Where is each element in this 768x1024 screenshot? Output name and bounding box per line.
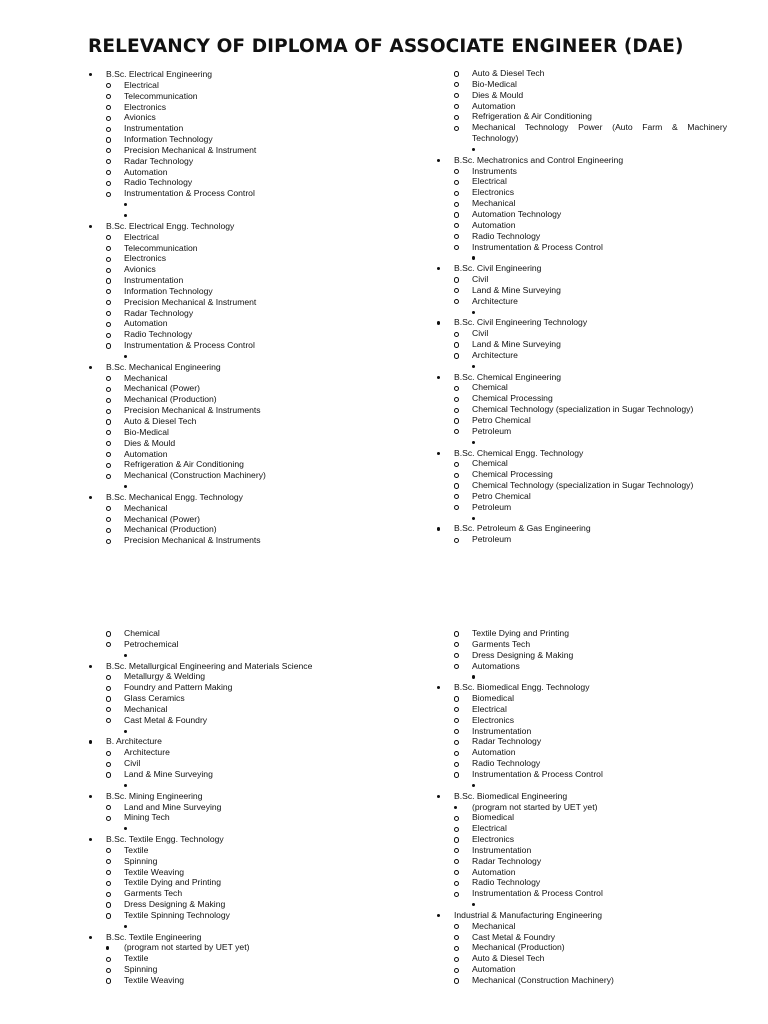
list-item-text: Automation Technology xyxy=(472,208,562,219)
list-item-text: Spinning xyxy=(124,855,158,866)
bullet-dot-icon xyxy=(89,838,92,841)
list-item-text: Mechanical (Construction Machinery) xyxy=(472,975,614,985)
bullet-dot-icon xyxy=(89,366,92,369)
bullet-circle-icon xyxy=(454,762,459,767)
bullet-circle-icon xyxy=(106,631,111,636)
program-title-text: B.Sc. Mining Engineering xyxy=(106,790,203,801)
bullet-circle-icon xyxy=(106,881,111,886)
bullet-circle-icon xyxy=(106,978,111,983)
bullet-circle-icon xyxy=(106,913,111,918)
bullet-dot-icon xyxy=(472,441,475,444)
bullet-circle-icon xyxy=(454,816,459,821)
bullet-dot-icon xyxy=(437,914,440,917)
bullet-circle-icon xyxy=(106,430,111,435)
list-item-text: Instrumentation & Process Control xyxy=(124,340,255,351)
bullet-dot-icon xyxy=(89,73,92,76)
bullet-circle-icon xyxy=(454,664,459,669)
bullet-circle-icon xyxy=(106,675,111,680)
bullet-dot-icon xyxy=(472,256,475,259)
bullet-circle-icon xyxy=(454,429,459,434)
bullet-circle-icon xyxy=(454,848,459,853)
page-title: RELEVANCY OF DIPLOMA OF ASSOCIATE ENGINEER (DAE) xyxy=(88,36,684,57)
bullet-circle-icon xyxy=(454,729,459,734)
bullet-circle-icon xyxy=(106,517,111,522)
list-item-text: Textile Weaving xyxy=(124,975,185,985)
list-item-text: Refrigeration & Air Conditioning xyxy=(472,111,592,122)
list-item-text: Architecture xyxy=(472,295,518,306)
list-item-text: Civil xyxy=(124,758,141,769)
bullet-circle-icon xyxy=(106,116,111,121)
list-item-text: Radio Technology xyxy=(124,177,193,188)
bullet-circle-icon xyxy=(454,277,459,282)
bullet-dot-icon xyxy=(89,496,92,499)
program-title-text: B.Sc. Electrical Engineering xyxy=(106,69,213,79)
bullet-circle-icon xyxy=(106,409,111,414)
list-item-text: Radio Technology xyxy=(472,758,541,769)
list-item-text: Instrumentation & Process Control xyxy=(472,241,603,252)
bullet-dot-icon xyxy=(124,784,127,787)
bullet-circle-icon xyxy=(454,859,459,864)
list-item-text: Petroleum xyxy=(472,534,512,545)
bullet-circle-icon xyxy=(106,376,111,381)
bullet-circle-icon xyxy=(106,506,111,511)
bullet-dot-icon xyxy=(124,925,127,928)
bullet-circle-icon xyxy=(454,473,459,478)
bullet-circle-icon xyxy=(106,94,111,99)
bullet-circle-icon xyxy=(106,772,111,777)
bullet-circle-icon xyxy=(454,202,459,207)
bullet-dot-icon xyxy=(106,946,109,949)
list-item-text: Architecture xyxy=(124,747,170,758)
list-item-text: Instrumentation xyxy=(124,275,184,286)
list-item-text: Automation xyxy=(472,100,516,111)
program-title-text: B.Sc. Textile Engg. Technology xyxy=(106,834,224,845)
list-item-text: Bio-Medical xyxy=(472,78,517,89)
bullet-circle-icon xyxy=(106,322,111,327)
program-title-text: B.Sc. Textile Engineering xyxy=(106,931,202,942)
bullet-dot-icon xyxy=(124,730,127,733)
program-title-text: B.Sc. Mechanical Engg. Technology xyxy=(106,491,243,502)
bullet-circle-icon xyxy=(454,418,459,423)
bullet-dot-icon xyxy=(89,936,92,939)
bullet-circle-icon xyxy=(454,299,459,304)
list-item-text: Cast Metal & Foundry xyxy=(472,931,556,942)
list-item-text: Textile Dying and Printing xyxy=(472,628,569,638)
list-item-text: Radar Technology xyxy=(124,155,194,166)
list-item-text: Petro Chemical xyxy=(472,490,531,501)
bullet-circle-icon xyxy=(106,311,111,316)
bullet-circle-icon xyxy=(106,289,111,294)
list-item-text: Metallurgy & Welding xyxy=(124,671,206,682)
bullet-circle-icon xyxy=(454,115,459,120)
bullet-circle-icon xyxy=(106,278,111,283)
list-item-text: Garments Tech xyxy=(472,638,531,649)
bullet-circle-icon xyxy=(454,924,459,929)
list-item-text: Automation xyxy=(124,318,168,329)
list-item-text: Textile Dying and Printing xyxy=(124,877,221,888)
list-item-text: Petroleum xyxy=(472,501,512,512)
bullet-circle-icon xyxy=(454,837,459,842)
bullet-circle-icon xyxy=(106,870,111,875)
list-item-text: Electronics xyxy=(124,253,167,264)
bullet-circle-icon xyxy=(454,169,459,174)
bullet-circle-icon xyxy=(106,902,111,907)
bullet-circle-icon xyxy=(106,257,111,262)
list-item-text: Electronics xyxy=(124,101,167,112)
bullet-dot-icon xyxy=(472,675,475,678)
list-item-text: Instrumentation xyxy=(124,123,184,134)
list-item-text: Telecommunication xyxy=(124,90,198,101)
list-item-text: Civil xyxy=(472,328,489,339)
list-item-text: Mechanical xyxy=(124,502,168,513)
program-note-text: (program not started by UET yet) xyxy=(124,942,250,953)
bullet-circle-icon xyxy=(106,83,111,88)
list-item-text: Radar Technology xyxy=(124,307,194,318)
bullet-circle-icon xyxy=(454,191,459,196)
bullet-circle-icon xyxy=(106,968,111,973)
bullet-circle-icon xyxy=(106,642,111,647)
list-item-text: Biomedical xyxy=(472,812,515,823)
list-item-text: Precision Mechanical & Instrument xyxy=(124,144,257,155)
list-item-text: Mechanical xyxy=(472,198,516,209)
bullet-circle-icon xyxy=(106,463,111,468)
bullet-circle-icon xyxy=(106,848,111,853)
bullet-circle-icon xyxy=(106,137,111,142)
program-title-text: B.Sc. Mechanical Engineering xyxy=(106,361,221,372)
bullet-circle-icon xyxy=(454,332,459,337)
bullet-circle-icon xyxy=(106,246,111,251)
program-title-text: Industrial & Manufacturing Engineering xyxy=(454,909,603,920)
list-item-text: Textile Weaving xyxy=(124,866,185,877)
bullet-dot-icon xyxy=(89,225,92,228)
list-item-text: Refrigeration & Air Conditioning xyxy=(124,459,244,470)
list-item-text: Mechanical (Production) xyxy=(472,942,565,953)
bullet-circle-icon xyxy=(454,408,459,413)
bullet-dot-icon xyxy=(472,148,475,151)
program-title-text: B.Sc. Chemical Engg. Technology xyxy=(454,447,584,458)
bullet-circle-icon xyxy=(106,419,111,424)
bullet-circle-icon xyxy=(454,653,459,658)
bullet-dot-icon xyxy=(124,214,127,217)
list-item-text: Mechanical (Production) xyxy=(124,524,217,535)
bullet-circle-icon xyxy=(454,870,459,875)
list-item-text: Auto & Diesel Tech xyxy=(124,416,197,426)
program-title-text: B.Sc. Mechatronics and Control Engineering xyxy=(454,154,624,165)
bullet-dot-icon xyxy=(437,686,440,689)
bullet-dot-icon xyxy=(454,806,457,809)
program-title-text: B.Sc. Petroleum & Gas Engineering xyxy=(454,523,591,534)
list-item-text: Radar Technology xyxy=(472,736,542,747)
list-item-text: Avionics xyxy=(124,264,156,275)
bullet-circle-icon xyxy=(106,387,111,392)
list-item-text: Electronics xyxy=(472,187,515,198)
bullet-circle-icon xyxy=(454,245,459,250)
list-item-text: Avionics xyxy=(124,112,156,123)
bullet-circle-icon xyxy=(106,441,111,446)
bullet-circle-icon xyxy=(454,968,459,973)
list-item-text: Automation xyxy=(472,964,516,975)
list-item-text: Automation xyxy=(472,866,516,877)
list-item-text: Telecommunication xyxy=(124,242,198,253)
list-item-text: Petroleum xyxy=(472,425,512,436)
bullet-dot-icon xyxy=(124,654,127,657)
list-item-text: Dies & Mould xyxy=(124,437,176,448)
bullet-circle-icon xyxy=(106,170,111,175)
bullet-circle-icon xyxy=(454,631,459,636)
bullet-circle-icon xyxy=(454,71,459,76)
list-item-text: Mining Tech xyxy=(124,812,170,823)
list-item-text: Cast Metal & Foundry xyxy=(124,714,208,725)
bullet-circle-icon xyxy=(106,181,111,186)
bullet-circle-icon xyxy=(454,234,459,239)
bullet-circle-icon xyxy=(454,538,459,543)
bullet-circle-icon xyxy=(454,212,459,217)
list-item-text: Dress Designing & Making xyxy=(124,899,226,910)
list-item-text: Auto & Diesel Tech xyxy=(472,953,545,964)
list-item-text: Civil xyxy=(472,274,489,285)
program-title-text: B.Sc. Metallurgical Engineering and Materials Science xyxy=(106,660,313,671)
bullet-dot-icon xyxy=(124,485,127,488)
bullet-circle-icon xyxy=(454,696,459,701)
bullet-circle-icon xyxy=(106,816,111,821)
program-title-text: B.Sc. Biomedical Engineering xyxy=(454,790,568,801)
bullet-dot-icon xyxy=(437,376,440,379)
bullet-circle-icon xyxy=(106,686,111,691)
list-item-text: Chemical Processing xyxy=(472,393,553,404)
list-item-text: Electronics xyxy=(472,714,515,725)
list-item-text: Chemical xyxy=(472,382,508,393)
bullet-circle-icon xyxy=(106,539,111,544)
program-title-text: B.Sc. Chemical Engineering xyxy=(454,371,561,382)
list-item-text: Glass Ceramics xyxy=(124,693,185,704)
bullet-circle-icon xyxy=(106,268,111,273)
bullet-dot-icon xyxy=(124,203,127,206)
bullet-circle-icon xyxy=(454,881,459,886)
list-item-text: Textile xyxy=(124,953,149,964)
bullet-circle-icon xyxy=(454,946,459,951)
bullet-circle-icon xyxy=(454,494,459,499)
list-item-text: Electrical xyxy=(124,79,159,90)
list-item-text: Dress Designing & Making xyxy=(472,649,574,660)
bullet-circle-icon xyxy=(106,718,111,723)
bullet-circle-icon xyxy=(106,957,111,962)
bullet-circle-icon xyxy=(106,300,111,305)
bullet-circle-icon xyxy=(454,978,459,983)
bullet-circle-icon xyxy=(106,707,111,712)
list-item-text: Chemical xyxy=(124,628,160,638)
bullet-circle-icon xyxy=(106,892,111,897)
list-item-text: Auto & Diesel Tech xyxy=(472,68,545,78)
bullet-circle-icon xyxy=(106,474,111,479)
bullet-circle-icon xyxy=(454,772,459,777)
list-item-text: Land & Mine Surveying xyxy=(472,339,561,350)
program-title-text: B.Sc. Civil Engineering xyxy=(454,263,542,274)
program-note-text: (program not started by UET yet) xyxy=(472,801,598,812)
list-item-text: Precision Mechanical & Instruments xyxy=(124,535,261,546)
bullet-dot-icon xyxy=(124,827,127,830)
bullet-circle-icon xyxy=(454,223,459,228)
list-item-text: Dies & Mould xyxy=(472,89,524,100)
list-item-text: Instruments xyxy=(472,165,517,176)
bullet-dot-icon xyxy=(472,903,475,906)
bullet-circle-icon xyxy=(106,528,111,533)
bullet-circle-icon xyxy=(106,148,111,153)
list-item-text: Mechanical (Production) xyxy=(124,394,217,405)
list-item-text: Electrical xyxy=(472,823,507,834)
list-item-text: Precision Mechanical & Instruments xyxy=(124,405,261,416)
list-item-text: Automation xyxy=(472,219,516,230)
bullet-circle-icon xyxy=(454,740,459,745)
list-item-text: Garments Tech xyxy=(124,888,183,899)
bullet-circle-icon xyxy=(454,342,459,347)
bullet-dot-icon xyxy=(437,795,440,798)
bullet-circle-icon xyxy=(106,398,111,403)
list-item-text: Petrochemical xyxy=(124,638,179,649)
list-item-text: Chemical xyxy=(472,458,508,469)
list-item-text: Instrumentation xyxy=(472,725,532,736)
bullet-circle-icon xyxy=(454,386,459,391)
bullet-circle-icon xyxy=(106,859,111,864)
list-item-text: Petro Chemical xyxy=(472,415,531,425)
bullet-circle-icon xyxy=(106,105,111,110)
bullet-dot-icon xyxy=(437,527,440,530)
list-item-text: Textile xyxy=(124,844,149,855)
list-item-text: Automations xyxy=(472,660,520,671)
list-item-text: Mechanical xyxy=(472,920,516,931)
bullet-dot-icon xyxy=(89,665,92,668)
bullet-circle-icon xyxy=(454,642,459,647)
bullet-dot-icon xyxy=(437,159,440,162)
bullet-dot-icon xyxy=(472,311,475,314)
bullet-circle-icon xyxy=(106,343,111,348)
bullet-dot-icon xyxy=(89,795,92,798)
list-item-text: Spinning xyxy=(124,964,158,975)
bullet-circle-icon xyxy=(106,696,111,701)
bullet-circle-icon xyxy=(106,127,111,132)
bullet-circle-icon xyxy=(106,751,111,756)
program-title-text: B.Sc. Biomedical Engg. Technology xyxy=(454,682,590,693)
list-item-text: Land & Mine Surveying xyxy=(472,284,561,295)
program-title-text: B.Sc. Civil Engineering Technology xyxy=(454,317,588,328)
bullet-circle-icon xyxy=(454,751,459,756)
bullet-circle-icon xyxy=(106,452,111,457)
bullet-dot-icon xyxy=(472,517,475,520)
bullet-circle-icon xyxy=(106,333,111,338)
bullet-circle-icon xyxy=(106,805,111,810)
list-item-text: Information Technology xyxy=(124,285,213,296)
list-item-text: Mechanical Technology Power (Auto Farm & Machinery Technology) xyxy=(472,122,727,144)
list-item-text: Mechanical (Power) xyxy=(124,383,200,394)
bullet-circle-icon xyxy=(454,483,459,488)
list-item-text: Instrumentation & Process Control xyxy=(124,188,255,199)
list-item-text: Mechanical xyxy=(124,703,168,714)
bullet-circle-icon xyxy=(454,180,459,185)
bullet-circle-icon xyxy=(454,892,459,897)
bullet-dot-icon xyxy=(437,267,440,270)
bullet-circle-icon xyxy=(454,93,459,98)
bullet-circle-icon xyxy=(106,235,111,240)
list-item-text: Foundry and Pattern Making xyxy=(124,682,233,693)
list-item-text: Instrumentation xyxy=(472,844,532,855)
list-item-text: Precision Mechanical & Instrument xyxy=(124,296,257,307)
list-item-text: Chemical Technology (specialization in Sugar Technology) xyxy=(472,404,694,415)
bullet-dot-icon xyxy=(124,355,127,358)
program-title-text: B. Architecture xyxy=(106,736,162,747)
list-item-text: Radar Technology xyxy=(472,855,542,866)
list-item-text: Information Technology xyxy=(124,134,213,145)
list-item-text: Mechanical (Power) xyxy=(124,513,200,524)
bullet-dot-icon xyxy=(437,452,440,455)
bullet-circle-icon xyxy=(106,762,111,767)
bullet-circle-icon xyxy=(454,957,459,962)
list-item-text: Mechanical (Construction Machinery) xyxy=(124,470,266,481)
bullet-circle-icon xyxy=(454,397,459,402)
list-item-text: Electrical xyxy=(472,703,507,714)
bullet-circle-icon xyxy=(454,707,459,712)
list-item-text: Automation xyxy=(124,448,168,459)
bullet-circle-icon xyxy=(454,505,459,510)
bullet-circle-icon xyxy=(454,126,459,131)
bullet-circle-icon xyxy=(454,82,459,87)
list-item-text: Land & Mine Surveying xyxy=(124,768,213,779)
list-item-text: Electrical xyxy=(124,231,159,242)
list-item-text: Instrumentation & Process Control xyxy=(472,888,603,899)
bullet-dot-icon xyxy=(437,321,440,324)
bullet-circle-icon xyxy=(454,288,459,293)
bullet-circle-icon xyxy=(454,104,459,109)
bullet-circle-icon xyxy=(454,827,459,832)
list-item-text: Land and Mine Surveying xyxy=(124,801,222,812)
list-item-text: Textile Spinning Technology xyxy=(124,909,230,920)
list-item-text: Radio Technology xyxy=(472,877,541,888)
bullet-circle-icon xyxy=(454,353,459,358)
list-item-text: Automation xyxy=(124,166,168,177)
list-item-text: Automation xyxy=(472,747,516,758)
bullet-dot-icon xyxy=(472,784,475,787)
list-item-text: Instrumentation & Process Control xyxy=(472,768,603,779)
bullet-circle-icon xyxy=(454,462,459,467)
bullet-dot-icon xyxy=(89,740,92,743)
list-item-text: Biomedical xyxy=(472,693,515,704)
bullet-circle-icon xyxy=(106,159,111,164)
list-item-text: Radio Technology xyxy=(472,230,541,241)
list-item-text: Electrical xyxy=(472,176,507,187)
list-item-text: Electronics xyxy=(472,834,515,845)
list-item-text: Chemical Processing xyxy=(472,469,553,480)
bullet-dot-icon xyxy=(472,365,475,368)
list-item-text: Architecture xyxy=(472,349,518,360)
list-item-text: Bio-Medical xyxy=(124,426,169,437)
list-item-text: Mechanical xyxy=(124,372,168,383)
bullet-circle-icon xyxy=(454,935,459,940)
list-item-text: Chemical Technology (specialization in Sugar Technology) xyxy=(472,480,694,491)
program-title-text: B.Sc. Electrical Engg. Technology xyxy=(106,220,235,231)
list-item-text: Radio Technology xyxy=(124,329,193,340)
bullet-circle-icon xyxy=(106,192,111,197)
bullet-circle-icon xyxy=(454,718,459,723)
